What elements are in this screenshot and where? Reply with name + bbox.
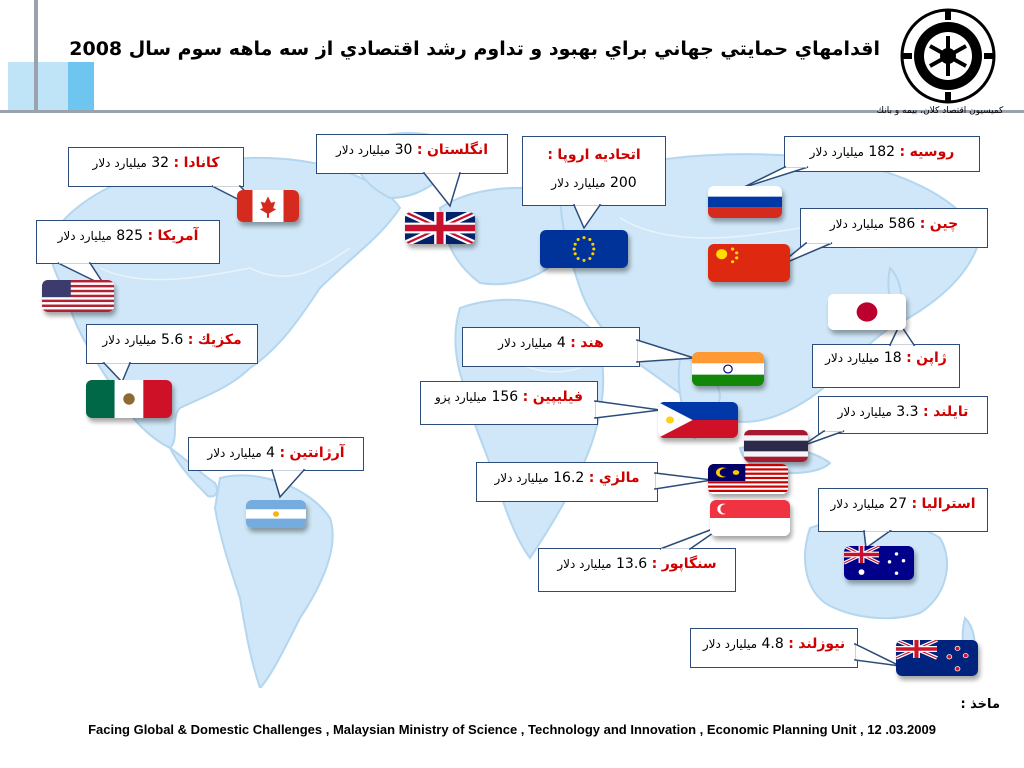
country-name-philippines: فيليپين [532,389,584,405]
uk-flag-icon [405,212,475,244]
callout-pointer-eu [570,204,610,230]
decorative-block-light [8,62,68,112]
usa-flag-icon [42,280,114,312]
country-name-eu: اتحاديه اروپا [557,147,641,163]
value-mexico: 5.6 [161,332,184,348]
argentina-flag-icon [246,500,306,528]
callout-singapore: سنگاپور : 13.6 ميليارد دلار [538,548,736,592]
value-russia: 182 [868,144,896,160]
country-name-russia: روسيه [909,144,955,160]
callout-japan: ژاپن : 18 ميليارد دلار [812,344,960,388]
callout-australia: استراليا : 27 ميليارد دلار [818,488,988,532]
value-australia: 27 [889,496,907,512]
eu-flag-icon [540,230,628,268]
source-label: ماخذ : [960,697,1000,712]
callout-russia: روسيه : 182 ميليارد دلار [784,136,980,172]
philippines-flag-icon [658,402,738,438]
country-name-china: چين [929,216,959,232]
china-flag-icon [708,244,790,282]
australia-flag-icon [844,546,914,580]
value-singapore: 13.6 [616,556,648,572]
callout-pointer-argentina [268,469,318,499]
singapore-flag-icon [710,500,790,536]
callout-mexico: مكزيك : 5.6 ميليارد دلار [86,324,258,364]
page-title: اقدامهاي حمايتي جهاني براي بهبود و تداوم رشد اقتصادي از سه ماهه سوم سال 2008 [69,38,880,60]
value-eu: 200 [609,175,637,191]
country-name-australia: استراليا [921,496,976,512]
callout-pointer-india [636,336,696,366]
callout-thailand: تايلند : 3.3 ميليارد دلار [818,396,988,434]
newzealand-flag-icon [896,640,978,676]
callout-eu: اتحاديه اروپا : 200 ميليارد دلار [522,136,666,206]
country-name-newzealand: نيوزلند [798,636,846,652]
value-thailand: 3.3 [896,404,919,420]
decorative-block-dark [68,62,94,112]
value-philippines: 156 [491,389,519,405]
value-japan: 18 [883,350,902,366]
callout-usa: آمريكا : 825 ميليارد دلار [36,220,220,264]
country-name-england: انگلستان [426,142,489,158]
callout-pointer-philippines [594,398,664,422]
japan-flag-icon [828,294,906,330]
value-india: 4 [556,335,566,351]
india-flag-icon [692,352,764,386]
country-name-usa: آمريكا [157,228,199,244]
country-name-india: هند [580,335,604,351]
chamber-of-commerce-logo-icon [896,6,1000,106]
value-england: 30 [394,142,413,158]
value-newzealand: 4.8 [761,636,784,652]
decorative-divider-vertical [34,0,38,112]
value-canada: 32 [151,155,170,171]
callout-pointer-malaysia [654,470,714,492]
country-name-thailand: تايلند [933,404,969,420]
callout-india: هند : 4 ميليارد دلار [462,327,640,367]
thailand-flag-icon [744,430,808,462]
value-usa: 825 [116,228,144,244]
malaysia-flag-icon [708,464,788,494]
russia-flag-icon [708,186,782,218]
source-citation: Facing Global & Domestic Challenges , Malaysian Ministry of Science , Technology and Innovation , Economic Planning Unit , 12 .03.2009 [88,722,936,737]
value-argentina: 4 [266,445,276,461]
country-name-malaysia: مالزي [598,470,640,486]
value-malaysia: 16.2 [553,470,585,486]
callout-philippines: فيليپين : 156 ميليارد پزو [420,381,598,425]
canada-flag-icon [237,190,299,222]
callout-canada: كانادا : 32 ميليارد دلار [68,147,244,187]
callout-newzealand: نيوزلند : 4.8 ميليارد دلار [690,628,858,668]
callout-england: انگلستان : 30 ميليارد دلار [316,134,508,174]
country-name-mexico: مكزيك [197,332,242,348]
callout-malaysia: مالزي : 16.2 ميليارد دلار [476,462,658,502]
value-china: 586 [888,216,916,232]
callout-pointer-england [420,172,480,208]
callout-argentina: آرژانتين : 4 ميليارد دلار [188,437,364,471]
country-name-argentina: آرژانتين [289,445,345,461]
country-name-singapore: سنگاپور [661,556,717,572]
callout-china: چين : 586 ميليارد دلار [800,208,988,248]
organization-name: كميسيون اقتصاد كلان، بيمه و بانك [876,106,1004,116]
mexico-flag-icon [86,380,172,418]
country-name-canada: كانادا [183,155,220,171]
country-name-japan: ژاپن [916,350,947,366]
